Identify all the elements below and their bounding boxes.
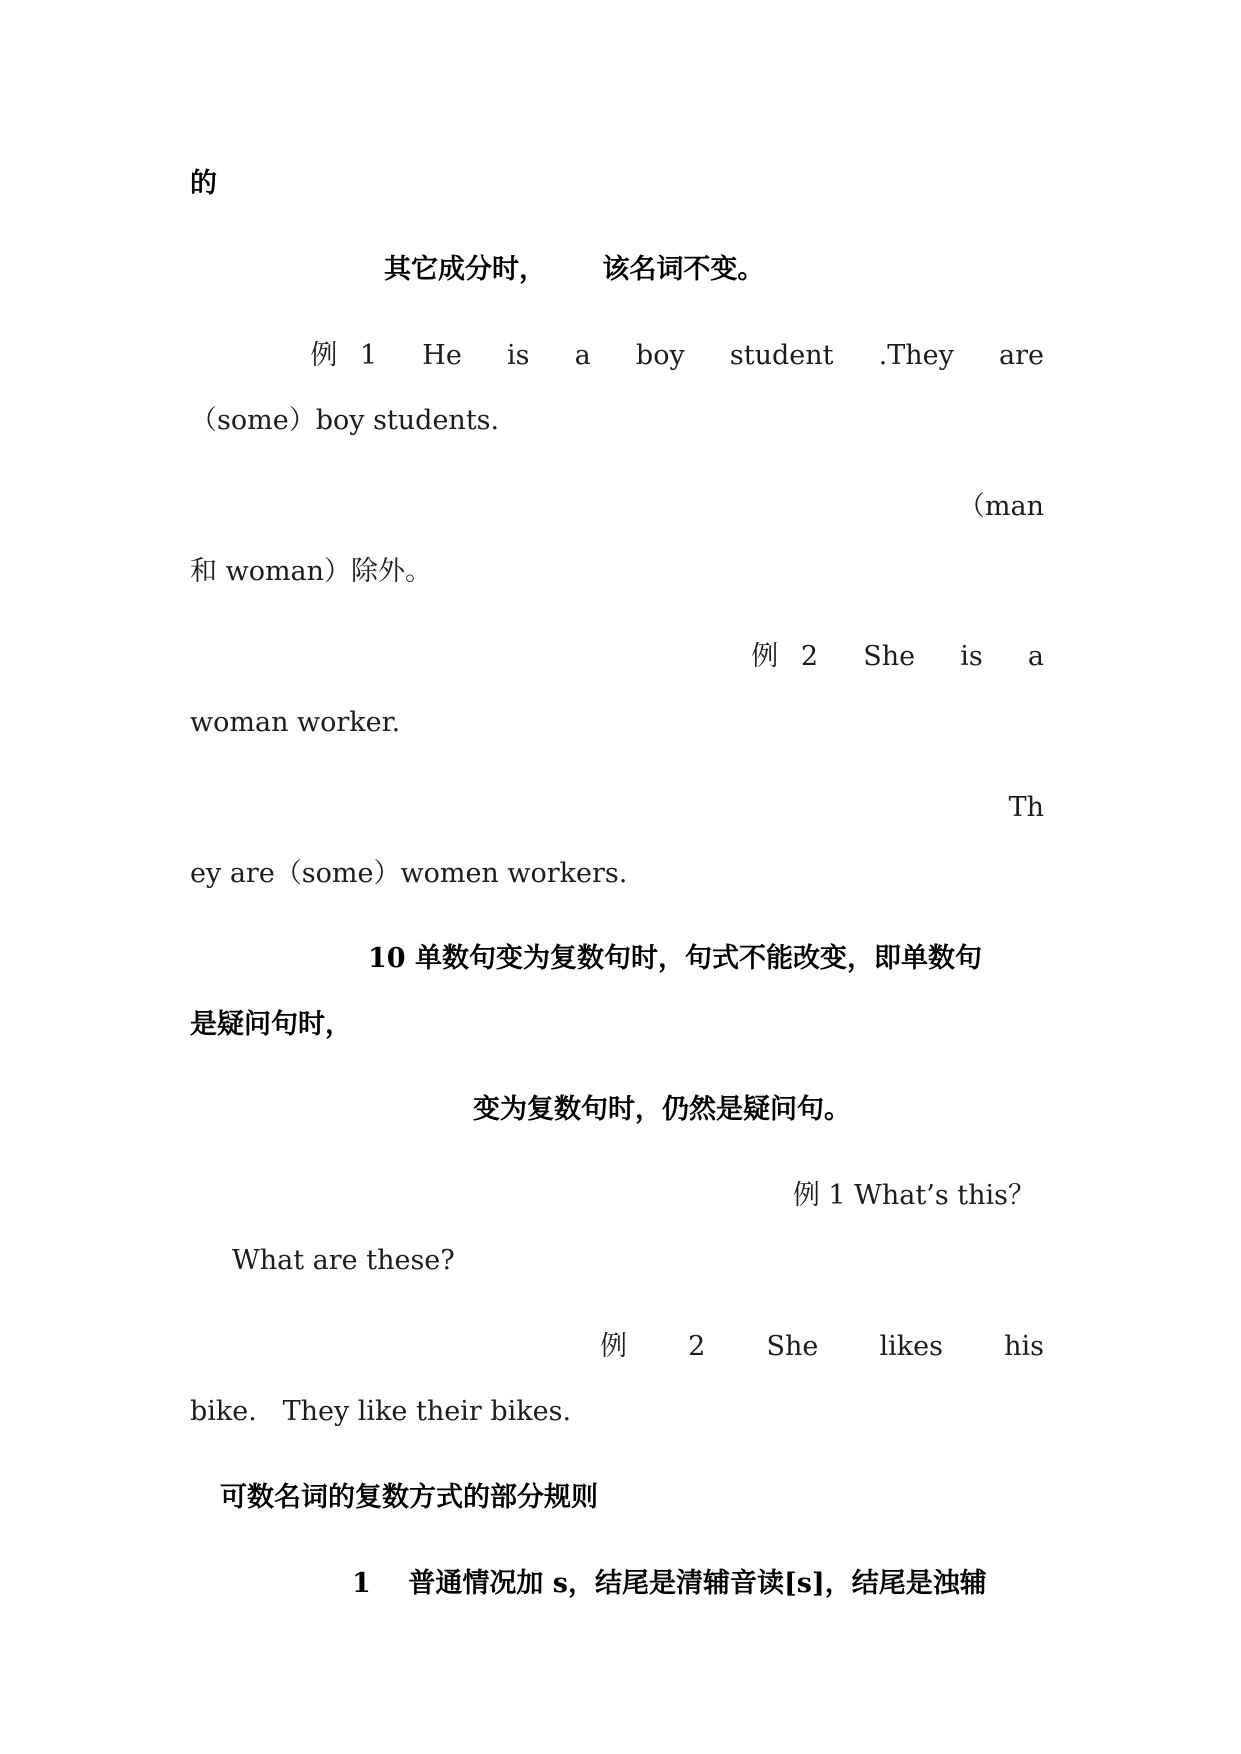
text-line: 是疑问句时， bbox=[190, 1009, 352, 1040]
text-line: 的 bbox=[190, 168, 217, 199]
text-line: bike. They like their bikes. bbox=[190, 1396, 572, 1427]
text-line: 和 woman）除外。 bbox=[190, 556, 433, 587]
text-line: （some）boy students. bbox=[190, 405, 500, 436]
section-heading: 可数名词的复数方式的部分规则 bbox=[220, 1482, 598, 1513]
example-line: 例 2 She likes his bbox=[599, 1331, 1044, 1362]
text-line: 其它成分时， 该名词不变。 bbox=[384, 254, 765, 285]
example-line: 例 1 He is a boy student .They are bbox=[310, 340, 1044, 371]
rule-heading: 10 单数句变为复数句时，句式不能改变，即单数句 bbox=[368, 943, 982, 974]
rule-heading: 1 普通情况加 s，结尾是清辅音读[s]，结尾是浊辅 bbox=[352, 1568, 987, 1599]
text-line: What are these? bbox=[232, 1245, 455, 1276]
text-line: ey are（some）women workers. bbox=[190, 858, 628, 889]
example-line: 例 2 She is a bbox=[751, 641, 1044, 672]
text-line: （man bbox=[957, 491, 1044, 522]
text-line: 变为复数句时，仍然是疑问句。 bbox=[473, 1094, 851, 1125]
text-line: Th bbox=[1008, 792, 1044, 823]
text-line: woman worker. bbox=[190, 707, 401, 738]
example-line: 例 1 What’s this？ bbox=[792, 1180, 1035, 1211]
